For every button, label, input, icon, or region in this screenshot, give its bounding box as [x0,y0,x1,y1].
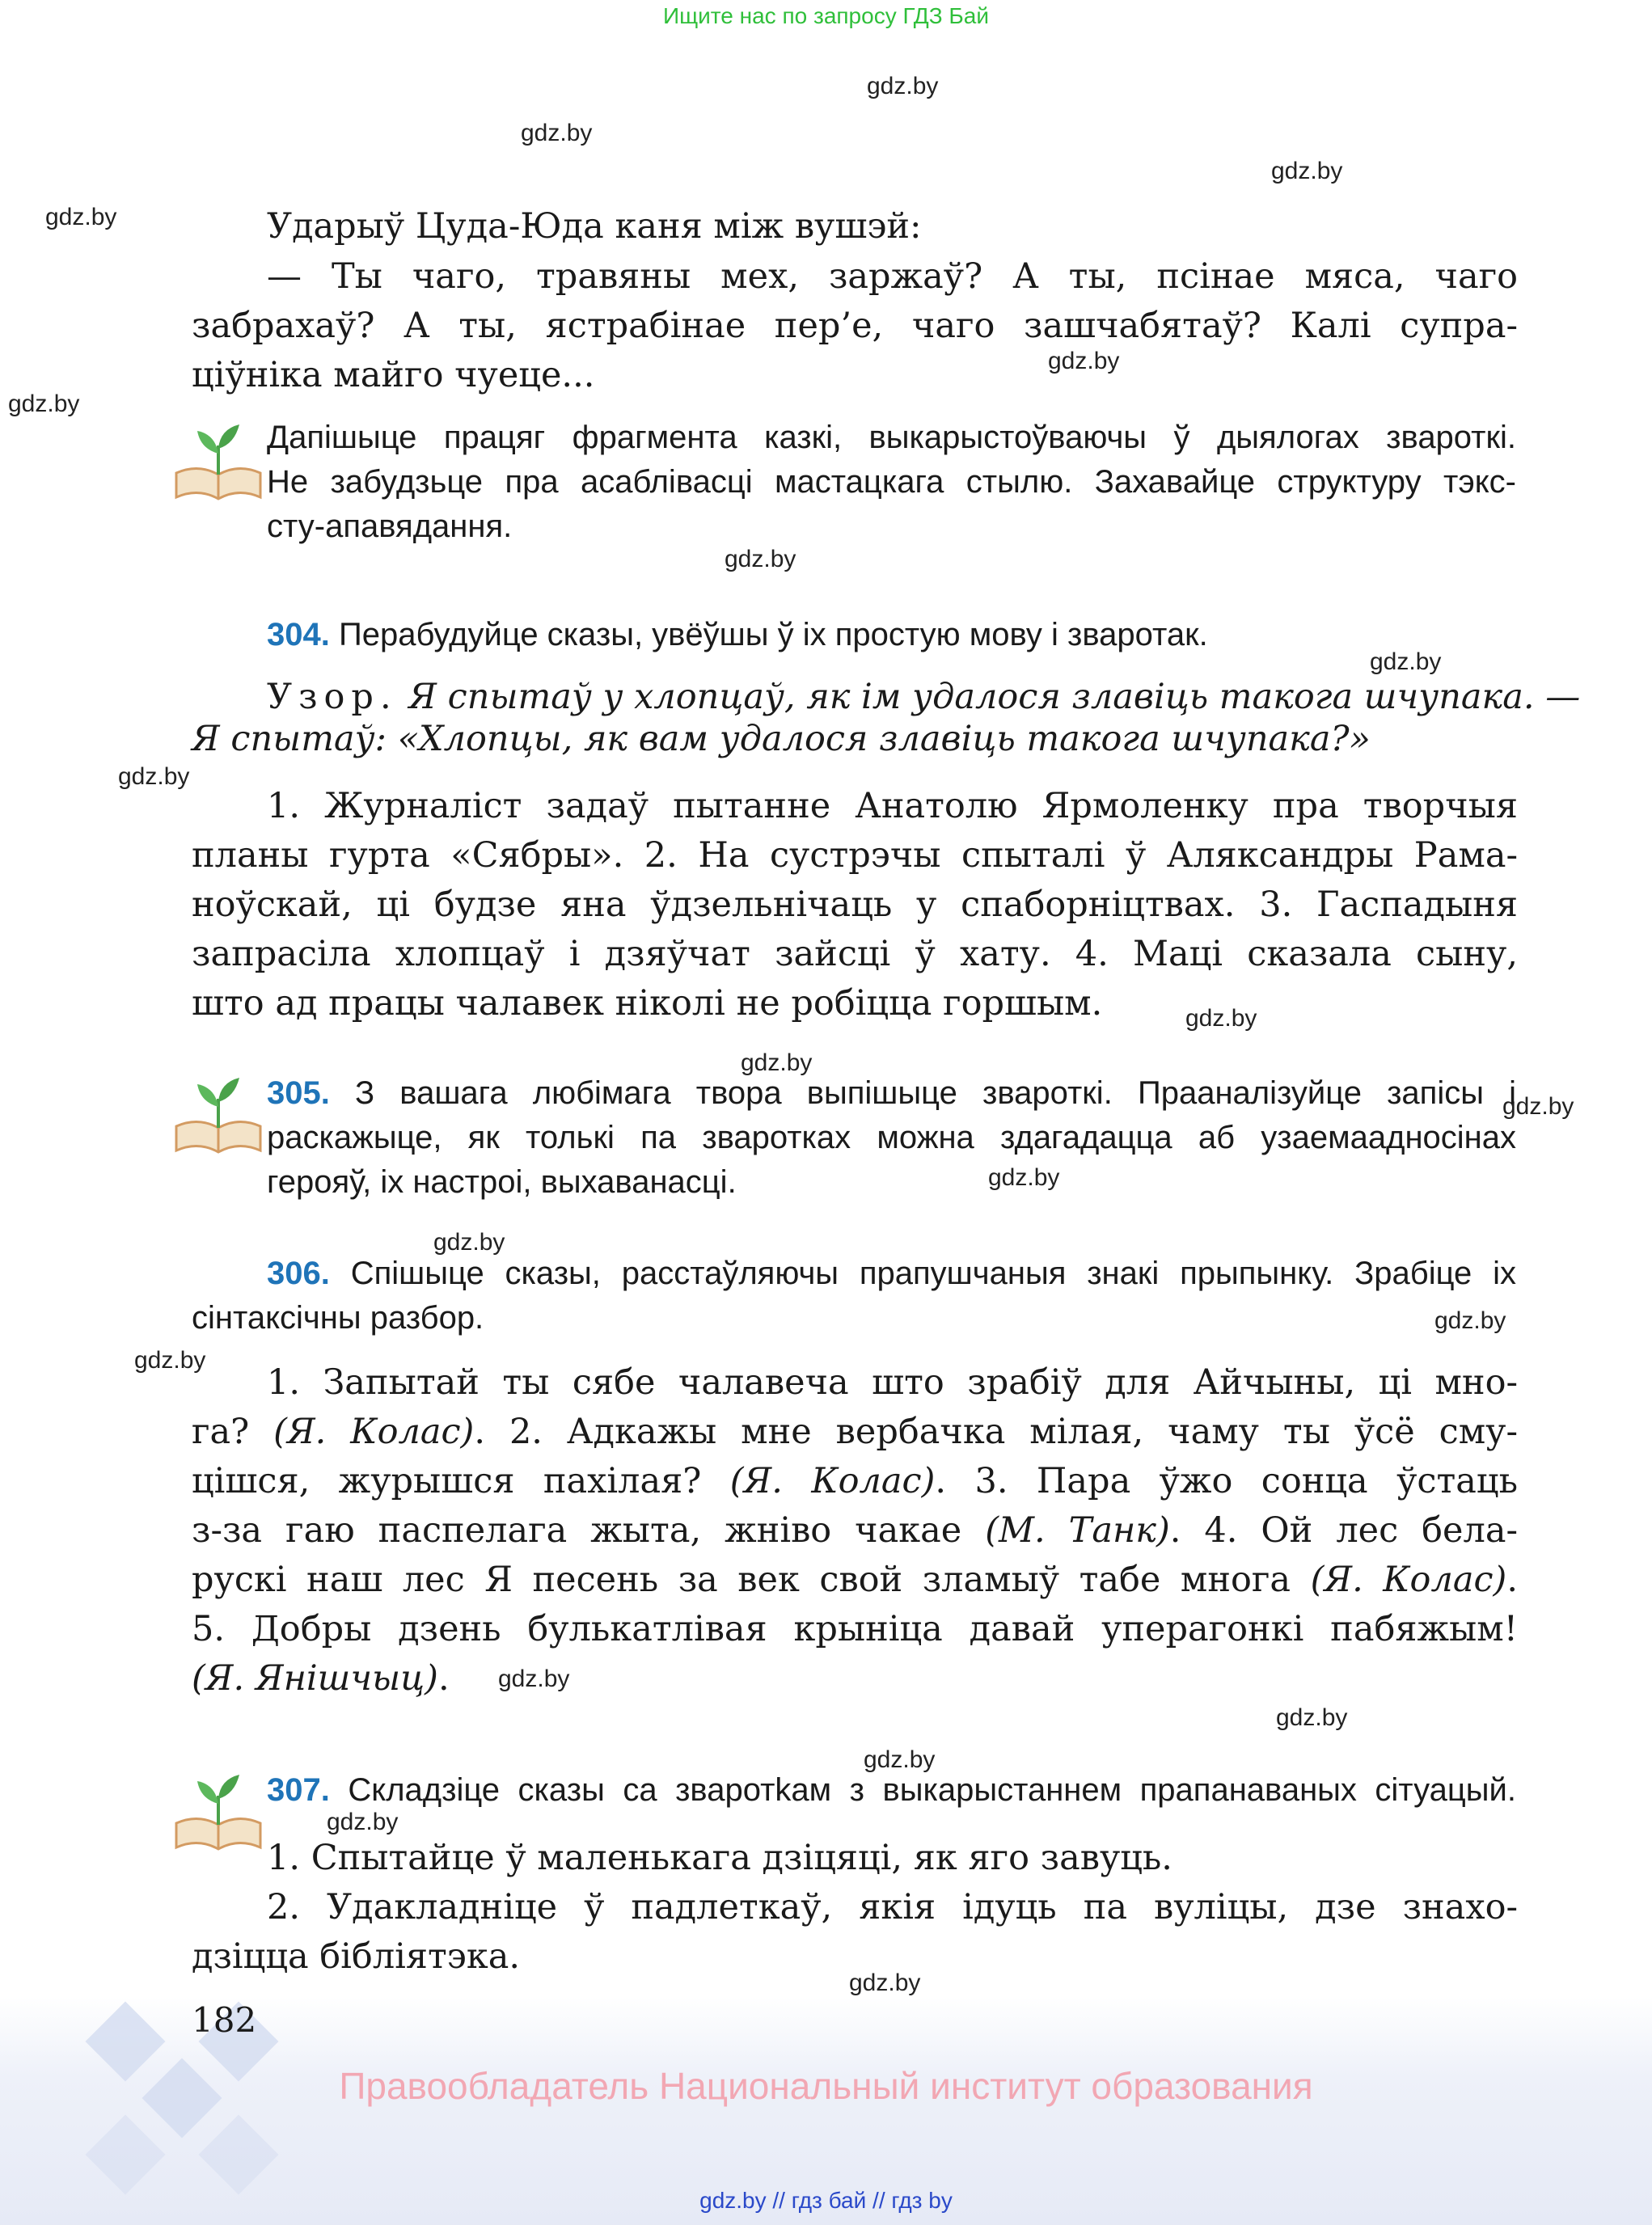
watermark: gdz.by [741,1049,813,1076]
watermark: gdz.by [498,1666,570,1692]
watermark: gdz.by [867,73,939,99]
task-intro-line: сту-апавядання. [267,509,513,544]
exercise-304-task [267,613,1208,657]
author-citation: (Я. Янішчыц) [192,1658,438,1699]
exercise-306-task: сінтаксічны разбор. [192,1300,484,1336]
exercise-task: З вашага любімага твора выпішыце звароткі. Прааналізуйце запісы і [355,1075,1516,1111]
fragment-line: Ударыў Цуда-Юда каня між вушэй: [267,206,922,247]
watermark: gdz.by [118,763,190,790]
fragment-line: — Ты чаго, травяны мех, заржаў? А ты, псінае мяса, чаго [267,256,1518,297]
sentence-line: 1. Запытай ты сябе чалавеча што зрабіў для Айчыны, ці мно- [267,1362,1518,1403]
exercise-number: 306. [267,1256,330,1291]
watermark: gdz.by [134,1347,206,1374]
sentence-text: цішся, журышся пахілая? [192,1461,730,1501]
author-citation: (Я. Колас) [729,1461,936,1501]
sentence-line [192,1457,1518,1505]
page-number: 182 [192,2000,257,2040]
sentence-line: планы гурта «Сябры». 2. На сустрэчы спыталі ў Аляксандры Рама- [192,835,1518,876]
author-citation: (М. Танк) [985,1510,1170,1551]
watermark: gdz.by [1048,348,1120,374]
watermark: gdz.by [1502,1093,1574,1120]
exercise-305-line [267,1071,1516,1115]
exercise-number: 307. [267,1772,330,1808]
exercise-task: Спішыце сказы, расстаўляючы прапушчаныя знакі прыпынку. Зрабіце іх [350,1256,1517,1291]
open-book-sprout-icon [170,1767,267,1856]
watermark: gdz.by [849,1970,921,1996]
watermark: gdz.by [1276,1704,1348,1731]
exercise-number: 304. [267,617,330,652]
watermark: gdz.by [864,1746,936,1773]
author-citation: (Я. Колас) [1310,1560,1507,1600]
open-book-sprout-icon [170,1070,267,1159]
fragment-line: цiўніка майго чуеце... [192,355,595,395]
pattern-line: Я спытаў: «Хлопцы, як вам удалося злавіць такога шчупака?» [192,719,1371,759]
sentence-text: рускі наш лес Я песень за век свой зламыў табе многа [192,1560,1311,1600]
watermark: gdz.by [988,1164,1060,1191]
watermark: gdz.by [1434,1307,1506,1334]
decor-diamond [199,2115,279,2195]
exercise-number: 305. [267,1075,330,1111]
task-intro-line: Не забудзьце пра асаблівасці мастацкага стылю. Захавайце структуру тэкс- [267,464,1516,500]
sentence-text: . 3. Пара ўжо сонца ўстаць [935,1461,1518,1501]
sentence-line: 2. Удакладніце ў падлеткаў, якія ідуць па вуліцы, дзе знахо- [267,1887,1518,1927]
sentence-line: 1. Журналіст задаў пытанне Анатолю Ярмоленку пра творчыя [267,786,1518,826]
bottom-links[interactable]: gdz.by // гдз бай // гдз by [699,2188,953,2213]
sentence-line [192,1654,450,1703]
exercise-307-task [267,1768,1516,1812]
sentence-text: . 2. Адкажы мне вербачка мілая, чаму ты ўсё сму- [474,1412,1518,1452]
sentence-line: дзіцца бібліятэка. [192,1936,521,1977]
watermark: gdz.by [45,204,117,230]
sentence-line: 5. Добры дзень булькатлівая крыніца давай уперагонкі пабяжым! [192,1609,1518,1649]
sentence-line [192,1506,1518,1555]
sentence-text: . [437,1658,450,1699]
watermark: gdz.by [1271,158,1343,184]
exercise-task: Складзіце сказы са зваротkам з выкарыстаннем прапанаваных сітуацый. [348,1772,1516,1808]
open-book-sprout-icon [170,416,267,505]
sentence-line: ноўскай, ці будзе яна ўдзельнічаць у спаборніцтвах. 3. Гаспадыня [192,885,1518,925]
sentence-text: . 4. Ой лес бела- [1169,1510,1518,1551]
decor-diamond [86,2115,166,2195]
sentence-line: што ад працы чалавек ніколі не робіцца горшым. [192,983,1103,1024]
rights-holder: Правообладатель Национальный институт образования [339,2065,1313,2107]
exercise-306-task [267,1252,1516,1295]
watermark: gdz.by [1185,1005,1257,1032]
top-banner[interactable]: Ищите нас по запросу ГДЗ Бай [662,3,990,28]
watermark: gdz.by [1370,648,1442,675]
exercise-305-line: герояў, іх настроі, выхаванасці. [267,1164,737,1200]
fragment-line: забрахаў? А ты, ястрабінае пер’е, чаго зашчабятаў? Калі супра- [192,306,1518,346]
sentence-text: з-за гаю паспелага жыта, жніво чакае [192,1510,986,1551]
sentence-line: 1. Спытайце ў маленькага дзіцяці, як яго завуць. [267,1838,1172,1878]
pattern-line [267,673,1581,721]
exercise-305-line: раскажыце, як толькі па зваротках можна здагадацца аб узаемаадносінах [267,1120,1516,1155]
watermark: gdz.by [8,391,80,417]
exercise-task: Перабудуйце сказы, увёўшы ў іх простую мову і зваротак. [338,617,1208,652]
pattern-label: Узор. [267,677,398,717]
sentence-line: запрасіла хлопцаў і дзяўчат зайсці ў хату. 4. Маці сказала сыну, [192,934,1518,974]
watermark: gdz.by [725,546,796,572]
watermark: gdz.by [433,1229,505,1256]
pattern-text: Я спытаў у хлопцаў, як ім удалося злавіць такога шчупака. — [408,677,1581,717]
sentence-line [192,1408,1518,1456]
sentence-text: га? [192,1412,274,1452]
author-citation: (Я. Колас) [273,1412,475,1452]
watermark: gdz.by [521,120,593,146]
sentence-text: . [1506,1560,1518,1600]
watermark: gdz.by [327,1809,399,1835]
task-intro-line: Дапішыце працяг фрагмента казкі, выкарыстоўваючы ў дыялогах звароткі. [267,420,1516,455]
sentence-line [192,1556,1518,1604]
